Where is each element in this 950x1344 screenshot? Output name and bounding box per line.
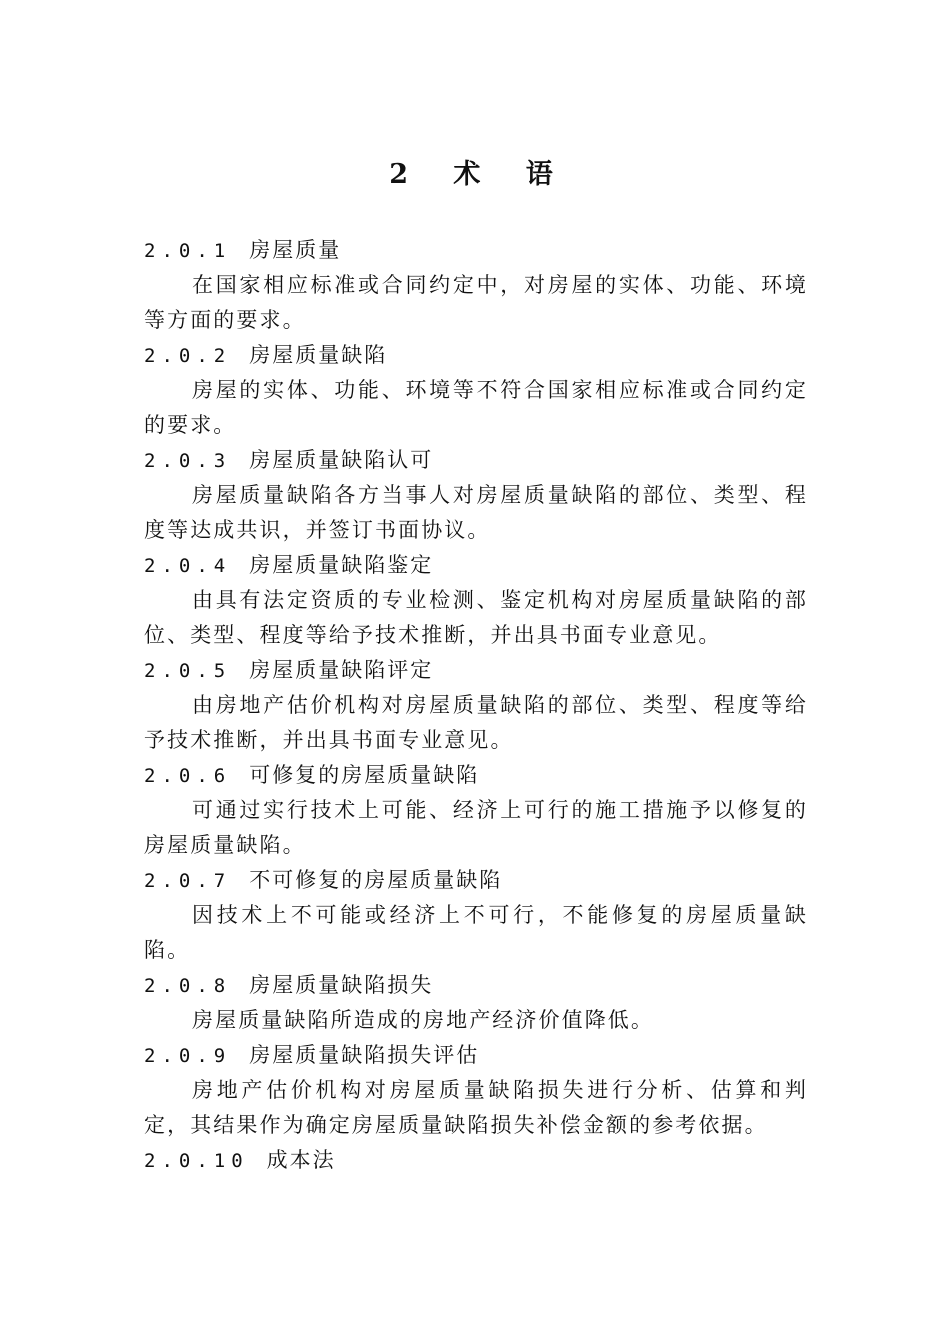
term-name: 房屋质量缺陷认可 xyxy=(249,448,434,472)
term-heading xyxy=(144,1038,808,1073)
term-heading xyxy=(144,653,808,688)
term-number: 2.0.8 xyxy=(144,975,232,997)
term-heading xyxy=(144,338,808,373)
term-heading xyxy=(144,233,808,268)
term-number: 2.0.7 xyxy=(144,870,232,892)
term-number: 2.0.2 xyxy=(144,345,232,367)
term-definition: 因技术上不可能或经济上不可行，不能修复的房屋质量缺陷。 xyxy=(144,903,808,962)
term-name: 房屋质量缺陷鉴定 xyxy=(249,553,434,577)
term-definition: 在国家相应标准或合同约定中，对房屋的实体、功能、环境等方面的要求。 xyxy=(144,273,808,332)
term-definition: 房屋质量缺陷各方当事人对房屋质量缺陷的部位、类型、程度等达成共识，并签订书面协议。 xyxy=(144,483,808,542)
term-name: 成本法 xyxy=(266,1148,336,1172)
term-heading xyxy=(144,968,808,1003)
term-definition: 由具有法定资质的专业检测、鉴定机构对房屋质量缺陷的部位、类型、程度等给予技术推断，并出具书面专业意见。 xyxy=(144,588,808,647)
term-name: 房屋质量缺陷损失 xyxy=(249,973,434,997)
term-heading xyxy=(144,548,808,583)
term-name: 可修复的房屋质量缺陷 xyxy=(249,763,480,787)
terms-list xyxy=(144,233,808,1178)
term-definition: 房地产估价机构对房屋质量缺陷损失进行分析、估算和判定，其结果作为确定房屋质量缺陷损失补偿金额的参考依据。 xyxy=(144,1078,808,1137)
term-number: 2.0.5 xyxy=(144,660,232,682)
term-heading xyxy=(144,1143,808,1178)
term-definition: 可通过实行技术上可能、经济上可行的施工措施予以修复的房屋质量缺陷。 xyxy=(144,798,808,857)
term-definition: 房屋的实体、功能、环境等不符合国家相应标准或合同约定的要求。 xyxy=(144,378,808,437)
term-name: 房屋质量缺陷 xyxy=(249,343,388,367)
term-name: 房屋质量 xyxy=(249,238,342,262)
term-heading xyxy=(144,758,808,793)
term-name: 不可修复的房屋质量缺陷 xyxy=(249,868,503,892)
term-number: 2.0.4 xyxy=(144,555,232,577)
term-heading xyxy=(144,443,808,478)
term-number: 2.0.9 xyxy=(144,1045,232,1067)
chapter-title: 2 术 语 xyxy=(389,159,571,190)
term-number: 2.0.3 xyxy=(144,450,232,472)
term-definition: 房屋质量缺陷所造成的房地产经济价值降低。 xyxy=(192,1008,654,1032)
term-number: 2.0.1 xyxy=(144,240,232,262)
term-name: 房屋质量缺陷损失评估 xyxy=(249,1043,480,1067)
term-number: 2.0.10 xyxy=(144,1150,249,1172)
term-name: 房屋质量缺陷评定 xyxy=(249,658,434,682)
term-number: 2.0.6 xyxy=(144,765,232,787)
term-heading xyxy=(144,863,808,898)
term-definition: 由房地产估价机构对房屋质量缺陷的部位、类型、程度等给予技术推断，并出具书面专业意见。 xyxy=(144,693,808,752)
